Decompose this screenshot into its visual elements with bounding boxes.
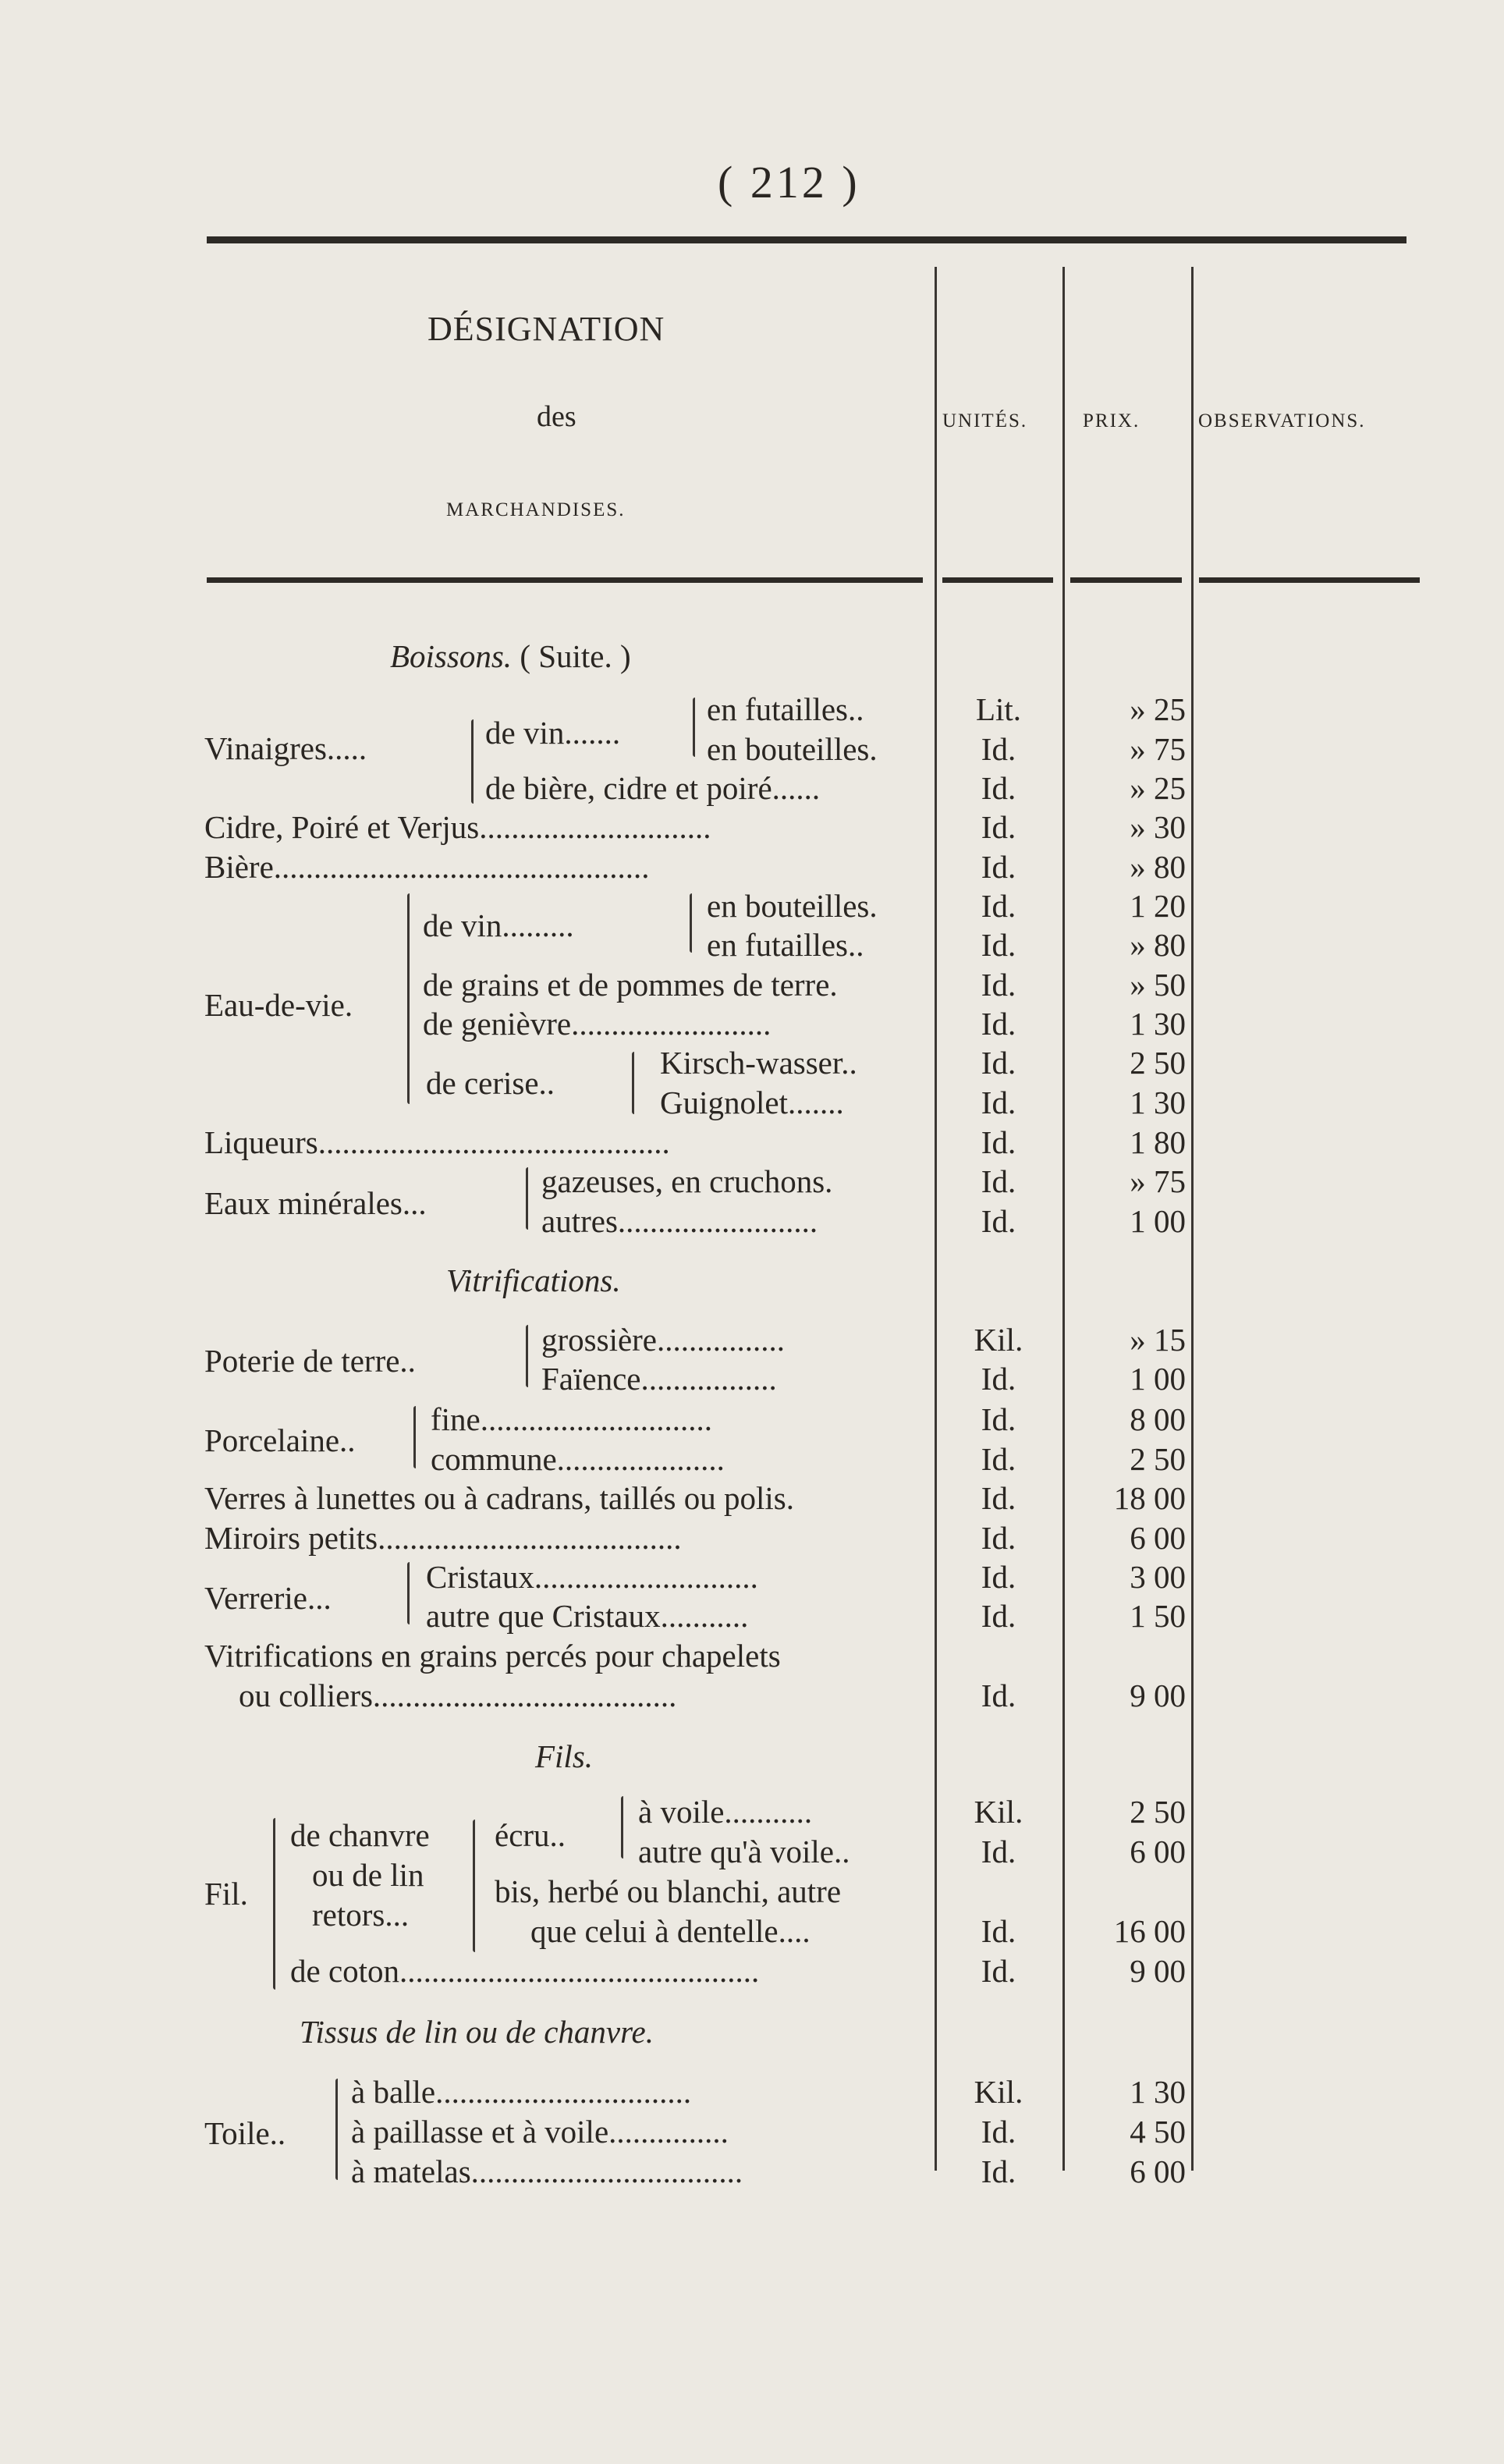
price-cell: 4 50 bbox=[1130, 2114, 1186, 2150]
unit-cell: Id. bbox=[981, 1203, 1016, 1239]
header-rule-units bbox=[942, 577, 1053, 583]
unit-cell: Id. bbox=[981, 1163, 1016, 1199]
brace bbox=[273, 1818, 275, 1990]
unit-cell: Id. bbox=[981, 1480, 1016, 1516]
unit-cell: Id. bbox=[981, 731, 1016, 767]
label-de-vin-vinaigre: de vin....... bbox=[485, 715, 621, 751]
label-commune: commune..................... bbox=[431, 1441, 725, 1477]
price-cell: 9 00 bbox=[1130, 1678, 1186, 1713]
price-cell: 6 00 bbox=[1130, 1834, 1186, 1869]
unit-cell: Id. bbox=[981, 1085, 1016, 1120]
price-cell: 18 00 bbox=[1113, 1480, 1186, 1516]
header-rule-price bbox=[1070, 577, 1182, 583]
price-cell: 1 80 bbox=[1130, 1124, 1186, 1160]
label-retors: retors... bbox=[312, 1897, 410, 1933]
section-title-fils: Fils. bbox=[535, 1738, 594, 1774]
unit-cell: Kil. bbox=[974, 1794, 1023, 1830]
price-cell: » 80 bbox=[1130, 927, 1186, 963]
label-en-bouteilles: en bouteilles. bbox=[707, 888, 878, 924]
label-miroirs: Miroirs petits...................................... bbox=[204, 1520, 682, 1556]
unit-cell: Id. bbox=[981, 1006, 1016, 1042]
price-cell: 3 00 bbox=[1130, 1559, 1186, 1595]
price-cell: 16 00 bbox=[1113, 1913, 1186, 1949]
brace bbox=[407, 893, 410, 1104]
unit-cell: Id. bbox=[981, 1045, 1016, 1081]
brace bbox=[473, 1820, 475, 1952]
label-eau-de-vie: Eau-de-vie. bbox=[204, 987, 353, 1023]
section-title-vitrifications: Vitrifications. bbox=[446, 1262, 621, 1298]
label-cidre: Cidre, Poiré et Verjus............................. bbox=[204, 809, 711, 845]
unit-cell: Id. bbox=[981, 888, 1016, 924]
label-gazeuses: gazeuses, en cruchons. bbox=[541, 1163, 833, 1199]
label-vitrifications-line2: ou colliers...................................... bbox=[239, 1678, 677, 1713]
brace bbox=[407, 1562, 410, 1624]
brace bbox=[335, 2079, 338, 2180]
brace bbox=[526, 1325, 528, 1387]
unit-cell: Kil. bbox=[974, 1322, 1023, 1358]
label-toile: Toile.. bbox=[204, 2115, 286, 2151]
column-divider-units bbox=[935, 267, 937, 2171]
unit-cell: Id. bbox=[981, 927, 1016, 963]
unit-cell: Id. bbox=[981, 1598, 1016, 1634]
price-cell: » 75 bbox=[1130, 731, 1186, 767]
label-vinaigres: Vinaigres..... bbox=[204, 730, 367, 766]
label-fil: Fil. bbox=[204, 1876, 248, 1912]
label-verres: Verres à lunettes ou à cadrans, taillés ou polis. bbox=[204, 1480, 794, 1516]
label-de-cerise: de cerise.. bbox=[426, 1065, 555, 1101]
unit-cell: Id. bbox=[981, 1678, 1016, 1713]
label-guignolet: Guignolet....... bbox=[660, 1085, 844, 1120]
label-en-futailles: en futailles.. bbox=[707, 691, 864, 727]
page-number: ( 212 ) bbox=[718, 157, 860, 208]
label-kirsch-wasser: Kirsch-wasser.. bbox=[660, 1045, 857, 1081]
label-autre-que-cristaux: autre que Cristaux........... bbox=[426, 1598, 749, 1634]
price-cell: 1 30 bbox=[1130, 1006, 1186, 1042]
label-bis-herbe: bis, herbé ou blanchi, autre bbox=[495, 1873, 842, 1909]
header-prix: PRIX. bbox=[1083, 410, 1140, 431]
label-poterie: Poterie de terre.. bbox=[204, 1343, 416, 1379]
brace bbox=[413, 1406, 416, 1468]
header-unites: UNITÉS. bbox=[942, 410, 1028, 431]
price-cell: 1 30 bbox=[1130, 1085, 1186, 1120]
label-de-biere: de bière, cidre et poiré...... bbox=[485, 770, 821, 806]
unit-cell: Id. bbox=[981, 1361, 1016, 1397]
unit-cell: Id. bbox=[981, 2114, 1016, 2150]
label-faience: Faïence................. bbox=[541, 1361, 777, 1397]
brace bbox=[526, 1167, 528, 1230]
brace bbox=[693, 698, 695, 757]
label-a-voile: à voile........... bbox=[638, 1794, 813, 1830]
label-autre-qu-a-voile: autre qu'à voile.. bbox=[638, 1834, 850, 1869]
price-cell: 1 00 bbox=[1130, 1203, 1186, 1239]
unit-cell: Lit. bbox=[975, 691, 1022, 727]
unit-cell: Id. bbox=[981, 1559, 1016, 1595]
price-cell: » 80 bbox=[1130, 849, 1186, 885]
column-divider-observations bbox=[1191, 267, 1194, 2171]
label-de-coton: de coton............................................. bbox=[290, 1953, 760, 1989]
label-cristaux: Cristaux............................ bbox=[426, 1559, 758, 1595]
label-porcelaine: Porcelaine.. bbox=[204, 1422, 356, 1458]
unit-cell: Id. bbox=[981, 1520, 1016, 1556]
price-cell: » 50 bbox=[1130, 967, 1186, 1003]
header-rule-observations bbox=[1199, 577, 1420, 583]
unit-cell: Id. bbox=[981, 967, 1016, 1003]
price-cell: 1 30 bbox=[1130, 2074, 1186, 2110]
price-cell: 2 50 bbox=[1130, 1441, 1186, 1477]
brace bbox=[632, 1052, 634, 1114]
price-cell: » 30 bbox=[1130, 809, 1186, 845]
label-a-matelas: à matelas.................................. bbox=[351, 2153, 743, 2189]
price-cell: 2 50 bbox=[1130, 1045, 1186, 1081]
header-des: des bbox=[537, 400, 576, 433]
price-cell: 2 50 bbox=[1130, 1794, 1186, 1830]
price-cell: » 25 bbox=[1130, 770, 1186, 806]
label-biere: Bière............................................... bbox=[204, 849, 650, 885]
label-en-bouteilles: en bouteilles. bbox=[707, 731, 878, 767]
price-cell: 1 00 bbox=[1130, 1361, 1186, 1397]
header-marchandises: MARCHANDISES. bbox=[446, 499, 626, 520]
label-de-genievre: de genièvre......................... bbox=[423, 1006, 772, 1042]
label-que-celui: que celui à dentelle.... bbox=[530, 1913, 811, 1949]
label-en-futailles: en futailles.. bbox=[707, 927, 864, 963]
brace bbox=[621, 1796, 623, 1859]
label-de-chanvre: de chanvre bbox=[290, 1817, 430, 1853]
unit-cell: Id. bbox=[981, 1401, 1016, 1437]
label-autres: autres......................... bbox=[541, 1203, 818, 1239]
price-cell: » 75 bbox=[1130, 1163, 1186, 1199]
price-cell: » 25 bbox=[1130, 691, 1186, 727]
unit-cell: Id. bbox=[981, 1913, 1016, 1949]
unit-cell: Id. bbox=[981, 1441, 1016, 1477]
label-fine: fine............................. bbox=[431, 1401, 712, 1437]
price-cell: 9 00 bbox=[1130, 1953, 1186, 1989]
header-rule-designation bbox=[207, 577, 923, 583]
label-de-vin-eau-de-vie: de vin......... bbox=[423, 907, 574, 943]
brace bbox=[690, 893, 692, 953]
header-designation: DÉSIGNATION bbox=[427, 310, 665, 348]
price-cell: 1 50 bbox=[1130, 1598, 1186, 1634]
label-eaux-minerales: Eaux minérales... bbox=[204, 1185, 427, 1221]
price-cell: » 15 bbox=[1130, 1322, 1186, 1358]
unit-cell: Id. bbox=[981, 1124, 1016, 1160]
section-title-tissus: Tissus de lin ou de chanvre. bbox=[300, 2014, 654, 2050]
unit-cell: Id. bbox=[981, 849, 1016, 885]
top-rule bbox=[207, 236, 1406, 243]
label-verrerie: Verrerie... bbox=[204, 1580, 332, 1616]
unit-cell: Id. bbox=[981, 2153, 1016, 2189]
unit-cell: Kil. bbox=[974, 2074, 1023, 2110]
label-a-paillasse: à paillasse et à voile............... bbox=[351, 2114, 729, 2150]
unit-cell: Id. bbox=[981, 1834, 1016, 1869]
label-grossiere: grossière................ bbox=[541, 1322, 786, 1358]
price-cell: 8 00 bbox=[1130, 1401, 1186, 1437]
label-a-balle: à balle................................ bbox=[351, 2074, 692, 2110]
label-liqueurs: Liqueurs............................................ bbox=[204, 1124, 670, 1160]
header-observations: OBSERVATIONS. bbox=[1198, 410, 1366, 431]
label-ecru: écru.. bbox=[495, 1817, 566, 1853]
brace bbox=[471, 719, 474, 804]
unit-cell: Id. bbox=[981, 809, 1016, 845]
unit-cell: Id. bbox=[981, 1953, 1016, 1989]
label-de-grains: de grains et de pommes de terre. bbox=[423, 967, 838, 1003]
price-cell: 1 20 bbox=[1130, 888, 1186, 924]
label-vitrifications-line1: Vitrifications en grains percés pour chapelets bbox=[204, 1638, 781, 1674]
price-cell: 6 00 bbox=[1130, 1520, 1186, 1556]
price-cell: 6 00 bbox=[1130, 2153, 1186, 2189]
label-ou-de-lin: ou de lin bbox=[312, 1857, 424, 1893]
section-title-boissons: Boissons. ( Suite. ) bbox=[390, 638, 631, 674]
unit-cell: Id. bbox=[981, 770, 1016, 806]
